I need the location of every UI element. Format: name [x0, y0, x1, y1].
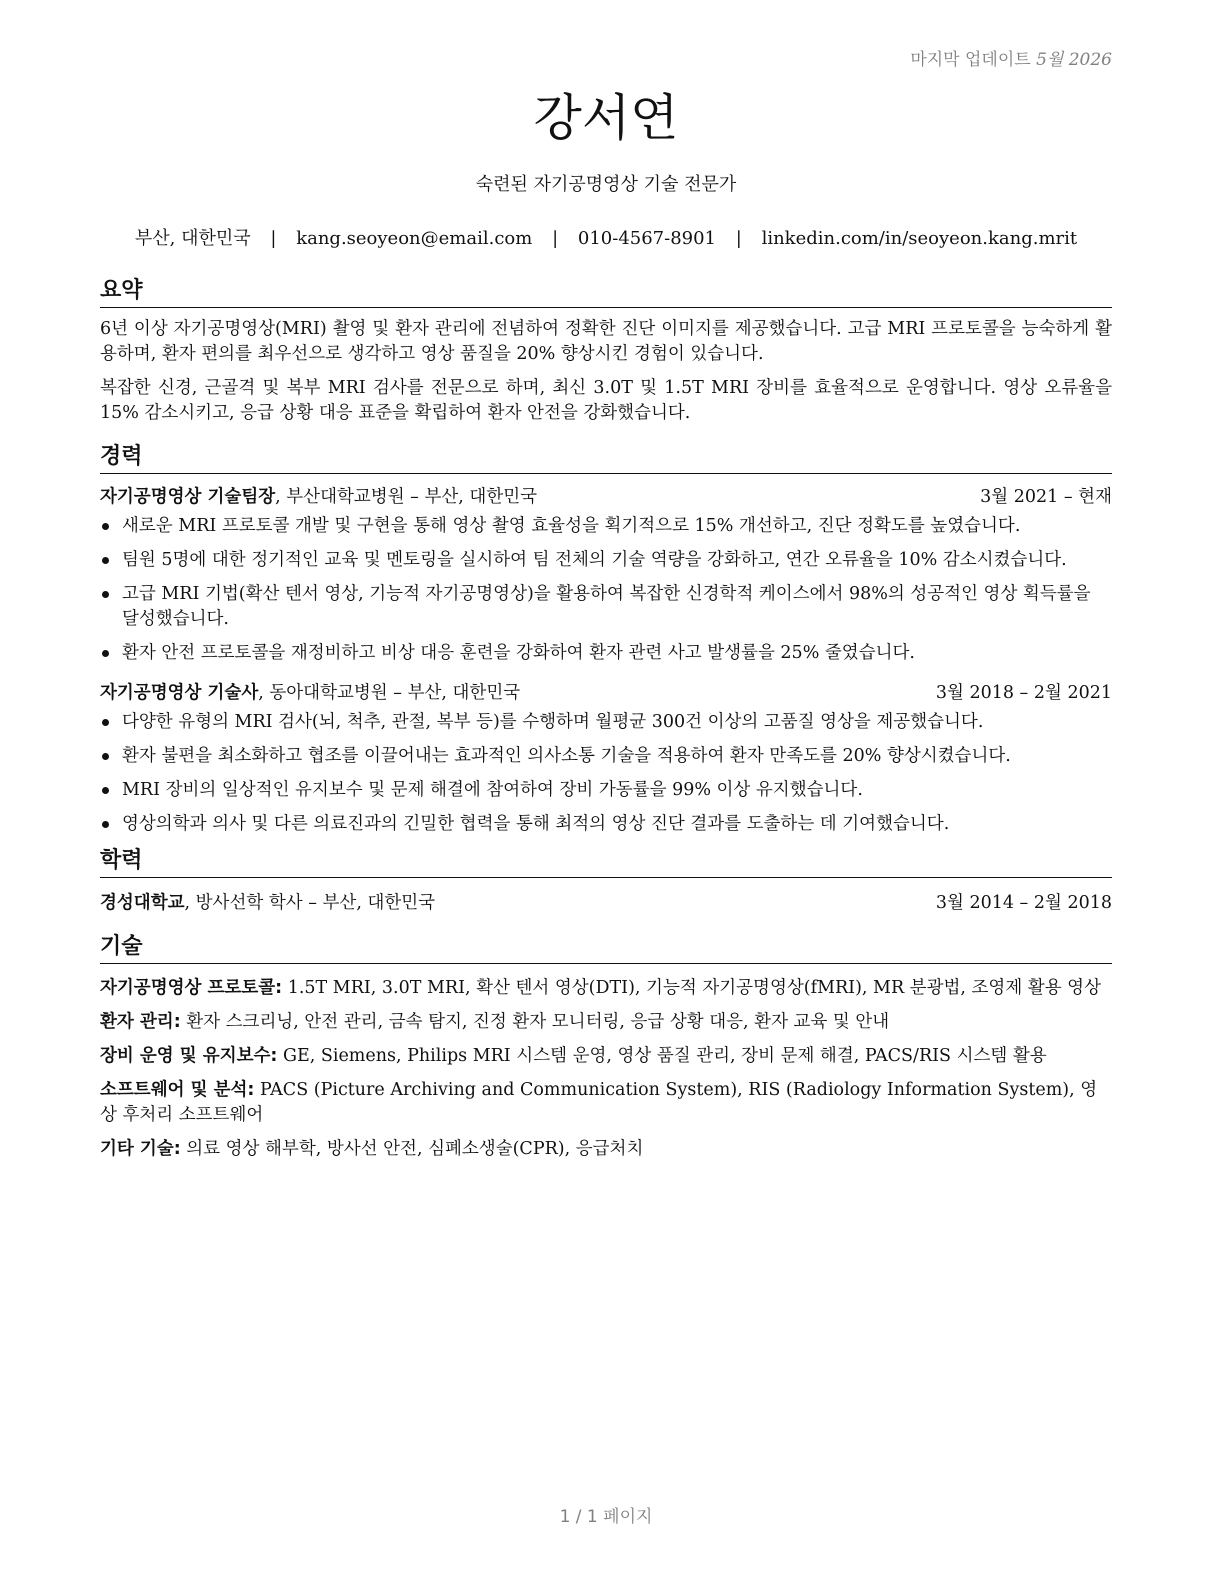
- education-heading: 학력: [100, 846, 1112, 878]
- bullet-icon: [102, 719, 109, 726]
- job-entry: [100, 680, 1112, 837]
- job-bullet-text: 영상의학과 의사 및 다른 의료진과의 긴밀한 협력을 통해 최적의 영상 진단 결과를 도출하는 데 기여했습니다.: [122, 814, 950, 834]
- skill-item: [100, 1137, 1112, 1162]
- education-section: [100, 846, 1112, 916]
- job-bullet: [100, 514, 1112, 539]
- job-dates: 3월 2018 – 2월 2021: [935, 683, 1112, 703]
- contact-separator: |: [735, 228, 742, 249]
- job-bullet-text: 고급 MRI 기법(확산 텐서 영상, 기능적 자기공명영상)을 활용하여 복잡한 신경학적 케이스에서 98%의 성공적인 영상 획득률을 달성했습니다.: [122, 584, 1091, 629]
- job-bullet-text: 팀원 5명에 대한 정기적인 교육 및 멘토링을 실시하여 팀 전체의 기술 역량을 강화하고, 연간 오류율을 10% 감소시켰습니다.: [122, 550, 1067, 570]
- job-org: , 동아대학교병원 – 부산, 대한민국: [258, 683, 521, 703]
- job-header: [100, 484, 1112, 510]
- skill-label: 소프트웨어 및 분석:: [100, 1080, 255, 1100]
- job-bullet: [100, 744, 1112, 769]
- job-dates: 3월 2021 – 현재: [980, 487, 1112, 507]
- bullet-icon: [102, 523, 109, 530]
- contact-linkedin[interactable]: linkedin.com/in/seoyeon.kang.mrit: [761, 228, 1078, 249]
- job-bullet-text: 다양한 유형의 MRI 검사(뇌, 척추, 관절, 복부 등)를 수행하며 월평균 300건 이상의 고품질 영상을 제공했습니다.: [122, 712, 984, 732]
- summary-heading: 요약: [100, 276, 1112, 308]
- skill-item: [100, 1078, 1112, 1128]
- skill-text: GE, Siemens, Philips MRI 시스템 운영, 영상 품질 관리, 장비 문제 해결, PACS/RIS 시스템 활용: [277, 1046, 1047, 1066]
- job-bullet: [100, 582, 1112, 632]
- job-title: 자기공명영상 기술사: [100, 683, 259, 703]
- contact-phone: 010-4567-8901: [577, 228, 717, 249]
- summary-paragraph: 복잡한 신경, 근골격 및 복부 MRI 검사를 전문으로 하며, 최신 3.0T 및 1.5T MRI 장비를 효율적으로 운영합니다. 영상 오류율을 15% 감소시키고, 응급 상황 대응 표준을 확립하여 환자 안전을 강화했습니다.: [100, 378, 1112, 423]
- bullet-icon: [102, 787, 109, 794]
- skill-label: 기타 기술:: [100, 1139, 181, 1159]
- contact-line: [100, 224, 1112, 250]
- contact-location: 부산, 대한민국: [134, 228, 251, 249]
- contact-email[interactable]: kang.seoyeon@email.com: [296, 228, 533, 249]
- job-bullet-text: 새로운 MRI 프로토콜 개발 및 구현을 통해 영상 촬영 효율성을 획기적으로 15% 개선하고, 진단 정확도를 높였습니다.: [122, 516, 1021, 536]
- experience-heading: 경력: [100, 442, 1112, 474]
- skill-text: 환자 스크리닝, 안전 관리, 금속 탐지, 진정 환자 모니터링, 응급 상황 대응, 환자 교육 및 안내: [180, 1012, 890, 1032]
- summary-paragraph: 6년 이상 자기공명영상(MRI) 촬영 및 환자 관리에 전념하여 정확한 진단 이미지를 제공했습니다. 고급 MRI 프로토콜을 능숙하게 활용하며, 환자 편의를 최우선으로 생각하고 영상 품질을 20% 향상시킨 경험이 있습니다.: [100, 319, 1112, 364]
- skill-item: [100, 1010, 1112, 1035]
- degree-info: , 방사선학 학사 – 부산, 대한민국: [184, 893, 436, 913]
- school-name: 경성대학교: [100, 893, 185, 913]
- skills-heading: 기술: [100, 932, 1112, 964]
- last-updated: [910, 45, 1112, 70]
- job-org: , 부산대학교병원 – 부산, 대한민국: [275, 487, 538, 507]
- skill-text: PACS (Picture Archiving and Communication System), RIS (Radiology Information System), 영상 후처리 소프트웨어: [100, 1080, 1098, 1125]
- skill-item: [100, 976, 1112, 1001]
- resume-content: [100, 276, 1112, 1162]
- job-bullet: [100, 812, 1112, 837]
- bullet-icon: [102, 821, 109, 828]
- bullet-icon: [102, 591, 109, 598]
- job-header: [100, 680, 1112, 706]
- candidate-subtitle: 숙련된 자기공명영상 기술 전문가: [475, 174, 737, 195]
- skill-text: 1.5T MRI, 3.0T MRI, 확산 텐서 영상(DTI), 기능적 자기공명영상(fMRI), MR 분광법, 조영제 활용 영상: [282, 978, 1101, 998]
- skills-section: [100, 932, 1112, 1162]
- education-entry: [100, 890, 1112, 916]
- job-bullet-text: 환자 불편을 최소화하고 협조를 이끌어내는 효과적인 의사소통 기술을 적용하여 환자 만족도를 20% 향상시켰습니다.: [122, 746, 1011, 766]
- experience-section: [100, 442, 1112, 837]
- summary-section: [100, 276, 1112, 426]
- job-bullet: [100, 641, 1112, 666]
- job-title: 자기공명영상 기술팀장: [100, 487, 276, 507]
- skill-text: 의료 영상 해부학, 방사선 안전, 심폐소생술(CPR), 응급처치: [180, 1139, 644, 1159]
- job-bullets: [100, 514, 1112, 666]
- page-number: 1 / 1 페이지: [559, 1507, 653, 1527]
- contact-separator: |: [270, 228, 277, 249]
- last-updated-label: 마지막 업데이트: [910, 50, 1031, 70]
- skill-label: 자기공명영상 프로토콜:: [100, 978, 283, 998]
- skill-item: [100, 1044, 1112, 1069]
- candidate-name: 강서연: [533, 89, 679, 147]
- skill-label: 장비 운영 및 유지보수:: [100, 1046, 278, 1066]
- last-updated-year: 2026: [1068, 50, 1112, 70]
- bullet-icon: [102, 753, 109, 760]
- education-dates: 3월 2014 – 2월 2018: [935, 893, 1112, 913]
- contact-separator: |: [552, 228, 559, 249]
- job-bullet: [100, 548, 1112, 573]
- job-bullet-text: MRI 장비의 일상적인 유지보수 및 문제 해결에 참여하여 장비 가동률을 99% 이상 유지했습니다.: [122, 780, 863, 800]
- job-bullet-text: 환자 안전 프로토콜을 재정비하고 비상 대응 훈련을 강화하여 환자 관련 사고 발생률을 25% 줄였습니다.: [122, 643, 915, 663]
- job-bullet: [100, 778, 1112, 803]
- job-bullets: [100, 710, 1112, 837]
- resume-page: [100, 0, 1112, 1584]
- skill-label: 환자 관리:: [100, 1012, 181, 1032]
- job-entry: [100, 484, 1112, 666]
- bullet-icon: [102, 650, 109, 657]
- bullet-icon: [102, 557, 109, 564]
- job-bullet: [100, 710, 1112, 735]
- last-updated-month: 5월: [1036, 50, 1064, 70]
